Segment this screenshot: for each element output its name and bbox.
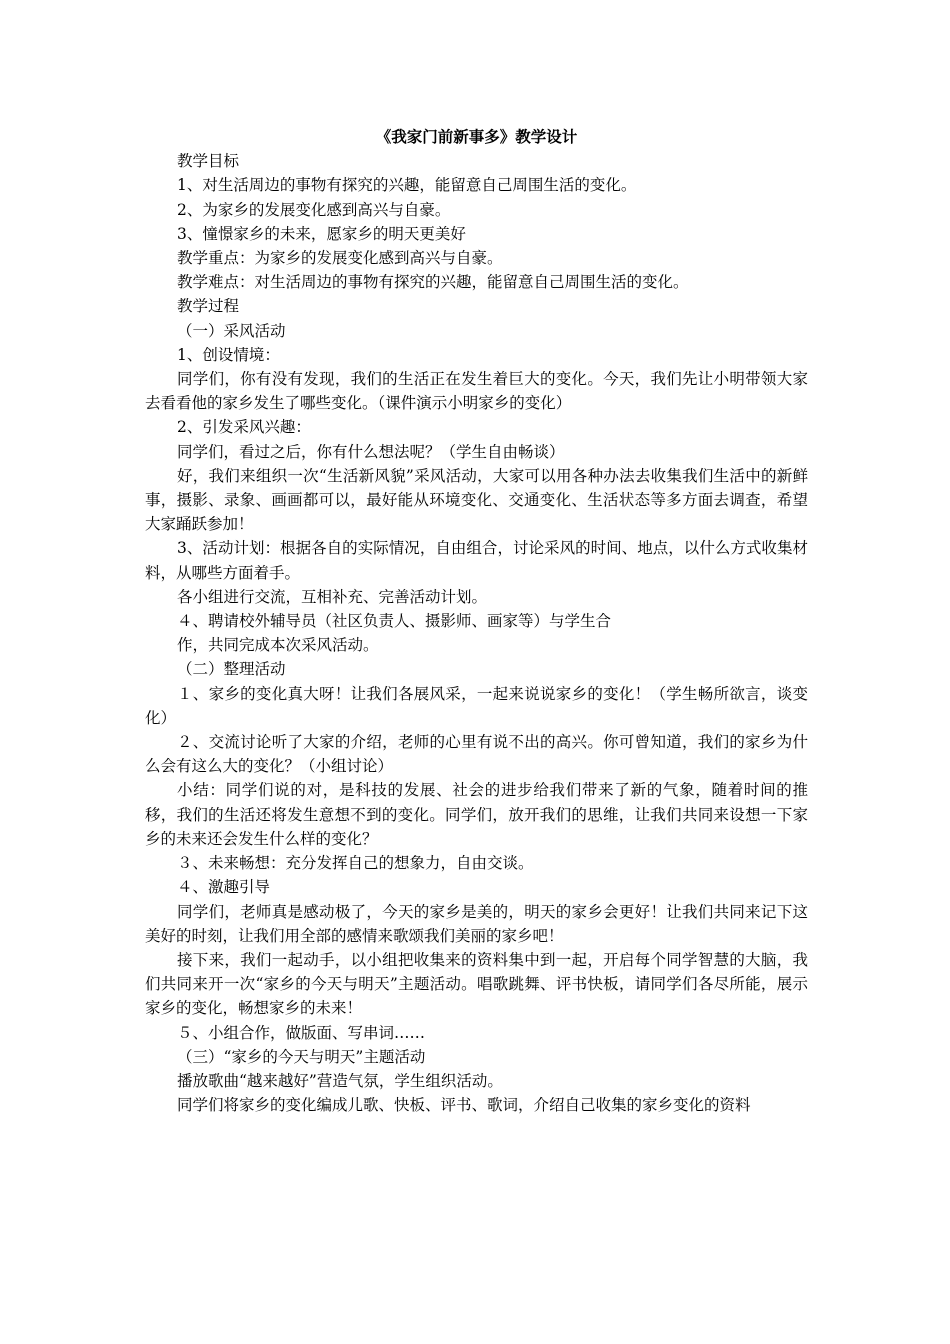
paragraph: 播放歌曲“越来越好”营造气氛，学生组织活动。 [177, 1071, 503, 1090]
paragraph: 各小组进行交流，互相补充、完善活动计划。 [177, 587, 488, 606]
paragraph: 3、活动计划：根据各自的实际情况，自由组合，讨论采风的时间、地点，以什么方式收集材料，从哪些方面着手。 [145, 539, 808, 582]
paragraph: ４、聘请校外辅导员（社区负责人、摄影师、画家等）与学生合 [177, 612, 612, 631]
paragraph: 3、憧憬家乡的未来，愿家乡的明天更美好 [177, 224, 466, 243]
paragraph: ４、激趣引导 [177, 878, 271, 897]
paragraph: ３、未来畅想：充分发挥自己的想象力，自由交谈。 [177, 854, 534, 873]
paragraph: （一）采风活动 [177, 321, 286, 340]
paragraph: 小结：同学们说的对，是科技的发展、社会的进步给我们带来了新的气象，随着时间的推移，我们的生活还将发生意想不到的变化。同学们，放开我们的思维，让我们共同来设想一下家乡的未来还会发生什么样的变化？ [145, 781, 808, 848]
paragraph: 2、引发采风兴趣： [177, 418, 311, 437]
paragraph: 接下来，我们一起动手，以小组把收集来的资料集中到一起，开启每个同学智慧的大脑，我们共同来开一次“家乡的今天与明天”主题活动。唱歌跳舞、评书快板，请同学们各尽所能，展示家乡的变化，畅想家乡的未来！ [145, 950, 808, 1018]
paragraph: ２、交流讨论听了大家的介绍，老师的心里有说不出的高兴。你可曾知道，我们的家乡为什么会有这么大的变化？（小组讨论） [145, 733, 808, 776]
paragraph: 作，共同完成本次采风活动。 [177, 636, 379, 655]
paragraph: 同学们，你有没有发现，我们的生活正在发生着巨大的变化。今天，我们先让小明带领大家去看看他的家乡发生了哪些变化。（课件演示小明家乡的变化） [145, 370, 808, 413]
paragraph: （三）“家乡的今天与明天”主题活动 [177, 1047, 426, 1066]
paragraph: 同学们，老师真是感动极了，今天的家乡是美的，明天的家乡会更好！让我们共同来记下这美好的时刻，让我们用全部的感情来歌颂我们美丽的家乡吧！ [145, 902, 808, 945]
paragraph: ５、小组合作，做版面、写串词…… [177, 1023, 426, 1042]
paragraph: 教学目标 [177, 152, 240, 171]
paragraph: 1、创设情境： [177, 345, 280, 364]
paragraph: １、家乡的变化真大呀！让我们各展风采，一起来说说家乡的变化！（学生畅所欲言，谈变化） [145, 684, 808, 727]
paragraph: 2、为家乡的发展变化感到高兴与自豪。 [177, 200, 451, 219]
paragraph: 教学过程 [177, 297, 240, 316]
paragraph: 同学们，看过之后，你有什么想法呢？（学生自由畅谈） [177, 442, 565, 461]
paragraph: 同学们将家乡的变化编成儿歌、快板、评书、歌词，介绍自己收集的家乡变化的资料 [177, 1096, 751, 1115]
paragraph: （二）整理活动 [177, 660, 286, 679]
paragraph: 好，我们来组织一次“生活新风貌”采风活动，大家可以用各种办法去收集我们生活中的新鲜事，摄影、录象、画画都可以，最好能从环境变化、交通变化、生活状态等多方面去调查，希望大家踊跃参加！ [145, 466, 808, 534]
paragraph: 教学重点：为家乡的发展变化感到高兴与自豪。 [177, 249, 503, 268]
paragraph: 教学难点：对生活周边的事物有探究的兴趣，能留意自己周围生活的变化。 [177, 273, 689, 292]
document-title: 《我家门前新事多》教学设计 [375, 127, 578, 146]
paragraph: 1、对生活周边的事物有探究的兴趣，能留意自己周围生活的变化。 [177, 176, 637, 195]
